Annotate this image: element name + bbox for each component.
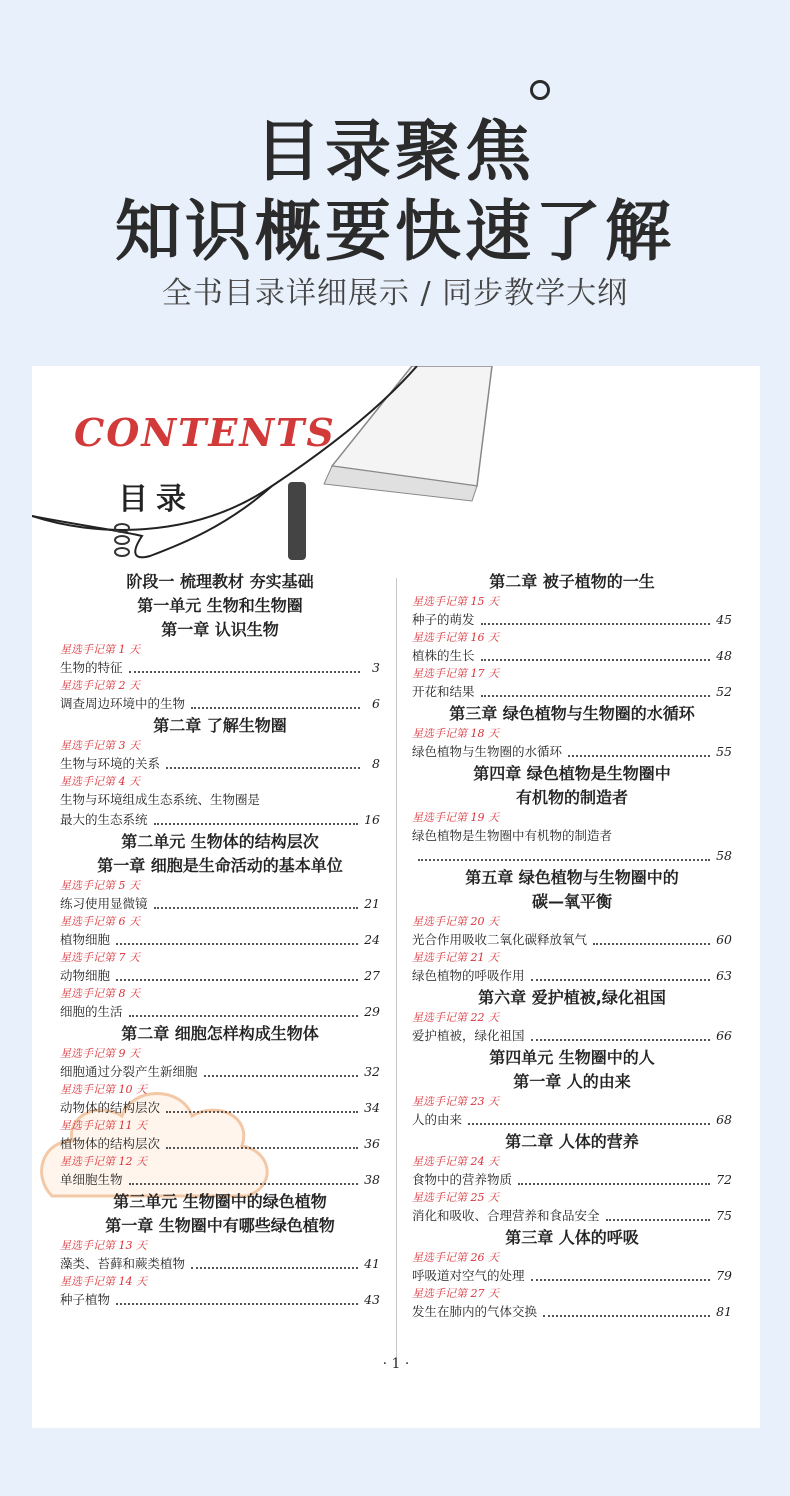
contents-word: CONTENTS — [74, 410, 336, 455]
toc-leader-dots — [191, 1267, 358, 1269]
toc-page-number: 29 — [364, 1004, 380, 1019]
toc-entry[interactable] — [412, 682, 732, 702]
toc-entry-title: 细胞通过分裂产生新细胞 — [60, 1064, 198, 1079]
column-divider — [396, 578, 397, 1368]
toc-entry[interactable] — [60, 1134, 380, 1154]
toc-day-tag: 星选手记第 13 天 — [60, 1239, 147, 1252]
toc-day-tag: 星选手记第 22 天 — [412, 1011, 499, 1024]
headline-line-2: 知识概要快速了解 — [115, 193, 675, 270]
toc-chapter-heading: 碳—氧平衡 — [531, 892, 612, 911]
toc-leader-dots — [154, 823, 359, 825]
toc-chapter-heading: 第三章 绿色植物与生物圈的水循环 — [449, 704, 695, 723]
headline-subtitle: 全书目录详细展示 / 同步教学大纲 — [161, 276, 629, 311]
toc-leader-dots — [481, 659, 711, 661]
toc-page-number: 41 — [364, 1256, 380, 1271]
toc-leader-dots — [481, 623, 711, 625]
toc-entry-title: 呼吸道对空气的处理 — [412, 1268, 525, 1283]
toc-day-tag: 星选手记第 11 天 — [60, 1119, 147, 1132]
toc-chapter-heading: 第二章 被子植物的一生 — [489, 572, 655, 591]
toc-day-tag: 星选手记第 25 天 — [412, 1191, 499, 1204]
toc-page-number: 27 — [364, 968, 380, 983]
toc-leader-dots — [543, 1315, 710, 1317]
toc-page-number: 60 — [716, 932, 732, 947]
toc-entry[interactable] — [60, 1254, 380, 1274]
toc-entry[interactable] — [412, 1206, 732, 1226]
toc-leader-dots — [166, 1147, 358, 1149]
toc-day-tag: 星选手记第 24 天 — [412, 1155, 499, 1168]
toc-entry[interactable] — [60, 658, 380, 678]
toc-page-number: 55 — [716, 744, 732, 759]
toc-page-number: 8 — [372, 756, 380, 771]
toc-chapter-heading: 第四单元 生物圈中的人 — [489, 1048, 655, 1067]
toc-page-number: 16 — [364, 812, 380, 827]
toc-day-tag: 星选手记第 1 天 — [60, 643, 140, 656]
toc-entry-title: 消化和吸收、合理营养和食品安全 — [412, 1208, 600, 1223]
toc-chapter-heading: 第一章 细胞是生命活动的基本单位 — [97, 856, 343, 875]
toc-page-number: 21 — [364, 896, 380, 911]
toc-leader-dots — [531, 979, 711, 981]
toc-entry[interactable] — [412, 1026, 732, 1046]
toc-entry-title: 植株的生长 — [412, 648, 475, 663]
toc-page-number: 45 — [716, 612, 732, 627]
toc-day-tag: 星选手记第 15 天 — [412, 595, 499, 608]
toc-entry-title: 植物细胞 — [60, 932, 111, 947]
toc-page-number: 24 — [364, 932, 380, 947]
toc-entry[interactable] — [412, 930, 732, 950]
toc-chapter-heading: 第一章 人的由来 — [513, 1072, 631, 1091]
toc-chapter-heading: 第六章 爱护植被,绿化祖国 — [478, 988, 666, 1007]
toc-chapter-heading: 第一单元 生物和生物圈 — [137, 596, 303, 615]
toc-leader-dots — [116, 1303, 358, 1305]
toc-leader-dots — [606, 1219, 711, 1221]
toc-day-tag: 星选手记第 16 天 — [412, 631, 499, 644]
toc-entry[interactable] — [60, 1170, 380, 1190]
toc-entry-title: 生物与环境的关系 — [60, 756, 161, 771]
toc-leader-dots — [481, 695, 711, 697]
toc-entry[interactable] — [412, 1266, 732, 1286]
toc-day-tag: 星选手记第 18 天 — [412, 727, 499, 740]
toc-page-number: 38 — [364, 1172, 380, 1187]
toc-entry-title: 调查周边环境中的生物 — [60, 696, 186, 711]
toc-page-number: 79 — [716, 1268, 732, 1283]
toc-entry-title: 开花和结果 — [412, 684, 475, 699]
toc-entry-title: 食物中的营养物质 — [412, 1172, 513, 1187]
toc-day-tag: 星选手记第 4 天 — [60, 775, 140, 788]
toc-leader-dots — [129, 1183, 359, 1185]
toc-page-number: 68 — [716, 1112, 732, 1127]
toc-day-tag: 星选手记第 14 天 — [60, 1275, 147, 1288]
toc-entry-title: 动物体的结构层次 — [60, 1100, 161, 1115]
toc-page-number: 75 — [716, 1208, 732, 1223]
toc-chapter-heading: 第二章 人体的营养 — [505, 1132, 639, 1151]
toc-entry[interactable] — [60, 1098, 380, 1118]
toc-entry-title: 细胞的生活 — [60, 1004, 123, 1019]
toc-chapter-heading: 阶段一 梳理教材 夯实基础 — [126, 572, 314, 591]
toc-entry-title: 最大的生态系统 — [60, 812, 148, 827]
headline-line-1: 目录聚焦 — [255, 113, 535, 190]
toc-day-tag: 星选手记第 10 天 — [60, 1083, 147, 1096]
toc-chapter-heading: 第一章 认识生物 — [161, 620, 279, 639]
toc-chapter-heading: 第三章 人体的呼吸 — [505, 1228, 639, 1247]
toc-chapter-heading: 第五章 绿色植物与生物圈中的 — [465, 868, 679, 887]
toc-page-number: 72 — [716, 1172, 732, 1187]
degree-circle-icon — [530, 80, 550, 100]
toc-page-number: 3 — [372, 660, 380, 675]
toc-day-tag: 星选手记第 5 天 — [60, 879, 140, 892]
toc-day-tag: 星选手记第 23 天 — [412, 1095, 499, 1108]
toc-leader-dots — [191, 707, 360, 709]
toc-page-number: 36 — [364, 1136, 380, 1151]
toc-entry[interactable] — [412, 846, 732, 866]
toc-chapter-heading: 第二章 了解生物圈 — [153, 716, 287, 735]
toc-page-number: 52 — [716, 684, 732, 699]
toc-entry-title: 爱护植被，绿化祖国 — [412, 1028, 525, 1043]
toc-chapter-heading: 第二单元 生物体的结构层次 — [121, 832, 319, 851]
toc-entry[interactable] — [412, 646, 732, 666]
toc-page-number: 34 — [364, 1100, 380, 1115]
toc-leader-dots — [204, 1075, 359, 1077]
toc-leader-dots — [116, 943, 358, 945]
toc-day-tag: 星选手记第 20 天 — [412, 915, 499, 928]
toc-leader-dots — [531, 1279, 711, 1281]
toc-entry-title: 绿色植物与生物圈的水循环 — [412, 744, 563, 759]
toc-entry[interactable] — [412, 966, 732, 986]
toc-entry[interactable] — [60, 694, 380, 714]
toc-entry-title: 生物的特征 — [60, 660, 123, 675]
toc-entry[interactable] — [60, 754, 380, 774]
toc-entry-title: 植物体的结构层次 — [60, 1136, 161, 1151]
toc-page-number: 48 — [716, 648, 732, 663]
toc-column-left — [60, 570, 380, 1310]
toc-entry-title: 单细胞生物 — [60, 1172, 123, 1187]
toc-page-number: 63 — [716, 968, 732, 983]
toc-entry-title: 种子的萌发 — [412, 612, 475, 627]
toc-page-number: 58 — [716, 848, 732, 863]
toc-entry-title: 练习使用显微镜 — [60, 896, 148, 911]
toc-day-tag: 星选手记第 7 天 — [60, 951, 140, 964]
toc-entry-title: 发生在肺内的气体交换 — [412, 1304, 538, 1319]
toc-page-number: 32 — [364, 1064, 380, 1079]
toc-entry-title: 动物细胞 — [60, 968, 111, 983]
toc-day-tag: 星选手记第 2 天 — [60, 679, 140, 692]
toc-day-tag: 星选手记第 12 天 — [60, 1155, 147, 1168]
toc-day-tag: 星选手记第 27 天 — [412, 1287, 499, 1300]
toc-leader-dots — [166, 1111, 358, 1113]
mulu-title: 目录 — [118, 482, 194, 517]
toc-entry[interactable] — [60, 1290, 380, 1310]
toc-chapter-heading: 第一章 生物圈中有哪些绿色植物 — [105, 1216, 335, 1235]
toc-entry[interactable] — [412, 1110, 732, 1130]
toc-page-number: 66 — [716, 1028, 732, 1043]
toc-chapter-heading: 第四章 绿色植物是生物圈中 — [473, 764, 671, 783]
toc-entry[interactable] — [60, 930, 380, 950]
toc-day-tag: 星选手记第 8 天 — [60, 987, 140, 1000]
toc-entry[interactable] — [412, 1302, 732, 1322]
toc-page-number: 6 — [372, 696, 380, 711]
toc-entry[interactable] — [60, 966, 380, 986]
toc-leader-dots — [418, 859, 710, 861]
toc-leader-dots — [531, 1039, 711, 1041]
toc-day-tag: 星选手记第 17 天 — [412, 667, 499, 680]
toc-leader-dots — [129, 671, 360, 673]
toc-column-right — [412, 570, 732, 1322]
toc-leader-dots — [468, 1123, 710, 1125]
toc-chapter-heading: 第三单元 生物圈中的绿色植物 — [113, 1192, 327, 1211]
toc-page-number: 81 — [716, 1304, 732, 1319]
toc-chapter-heading: 第二章 细胞怎样构成生物体 — [121, 1024, 319, 1043]
toc-leader-dots — [518, 1183, 710, 1185]
toc-entry[interactable] — [412, 742, 732, 762]
toc-day-tag: 星选手记第 26 天 — [412, 1251, 499, 1264]
toc-entry-line: 生物与环境组成生态系统、生物圈是 — [60, 792, 261, 807]
toc-chapter-heading: 有机物的制造者 — [515, 788, 628, 807]
toc-entry-title: 种子植物 — [60, 1292, 111, 1307]
toc-leader-dots — [593, 943, 710, 945]
toc-entry[interactable] — [412, 610, 732, 630]
toc-entry-title: 人的由来 — [412, 1112, 463, 1127]
toc-day-tag: 星选手记第 6 天 — [60, 915, 140, 928]
toc-entry[interactable] — [60, 1002, 380, 1022]
page-number: · 1 · — [382, 1356, 410, 1372]
toc-leader-dots — [568, 755, 710, 757]
toc-page-number: 43 — [364, 1292, 380, 1307]
toc-leader-dots — [166, 767, 360, 769]
toc-leader-dots — [129, 1015, 359, 1017]
toc-entry-title: 绿色植物的呼吸作用 — [412, 968, 525, 983]
promo-header — [0, 0, 790, 360]
toc-entry[interactable] — [60, 894, 380, 914]
toc-day-tag: 星选手记第 19 天 — [412, 811, 499, 824]
toc-entry-line: 绿色植物是生物圈中有机物的制造者 — [412, 828, 613, 843]
toc-day-tag: 星选手记第 3 天 — [60, 739, 140, 752]
toc-day-tag: 星选手记第 21 天 — [412, 951, 499, 964]
toc-entry-title: 藻类、苔藓和蕨类植物 — [60, 1256, 186, 1271]
toc-entry[interactable] — [412, 1170, 732, 1190]
toc-entry[interactable] — [60, 810, 380, 830]
toc-leader-dots — [154, 907, 359, 909]
toc-leader-dots — [116, 979, 358, 981]
toc-day-tag: 星选手记第 9 天 — [60, 1047, 140, 1060]
toc-page — [32, 366, 760, 1428]
toc-entry-title: 光合作用吸收二氧化碳释放氧气 — [412, 932, 588, 947]
toc-entry[interactable] — [60, 1062, 380, 1082]
